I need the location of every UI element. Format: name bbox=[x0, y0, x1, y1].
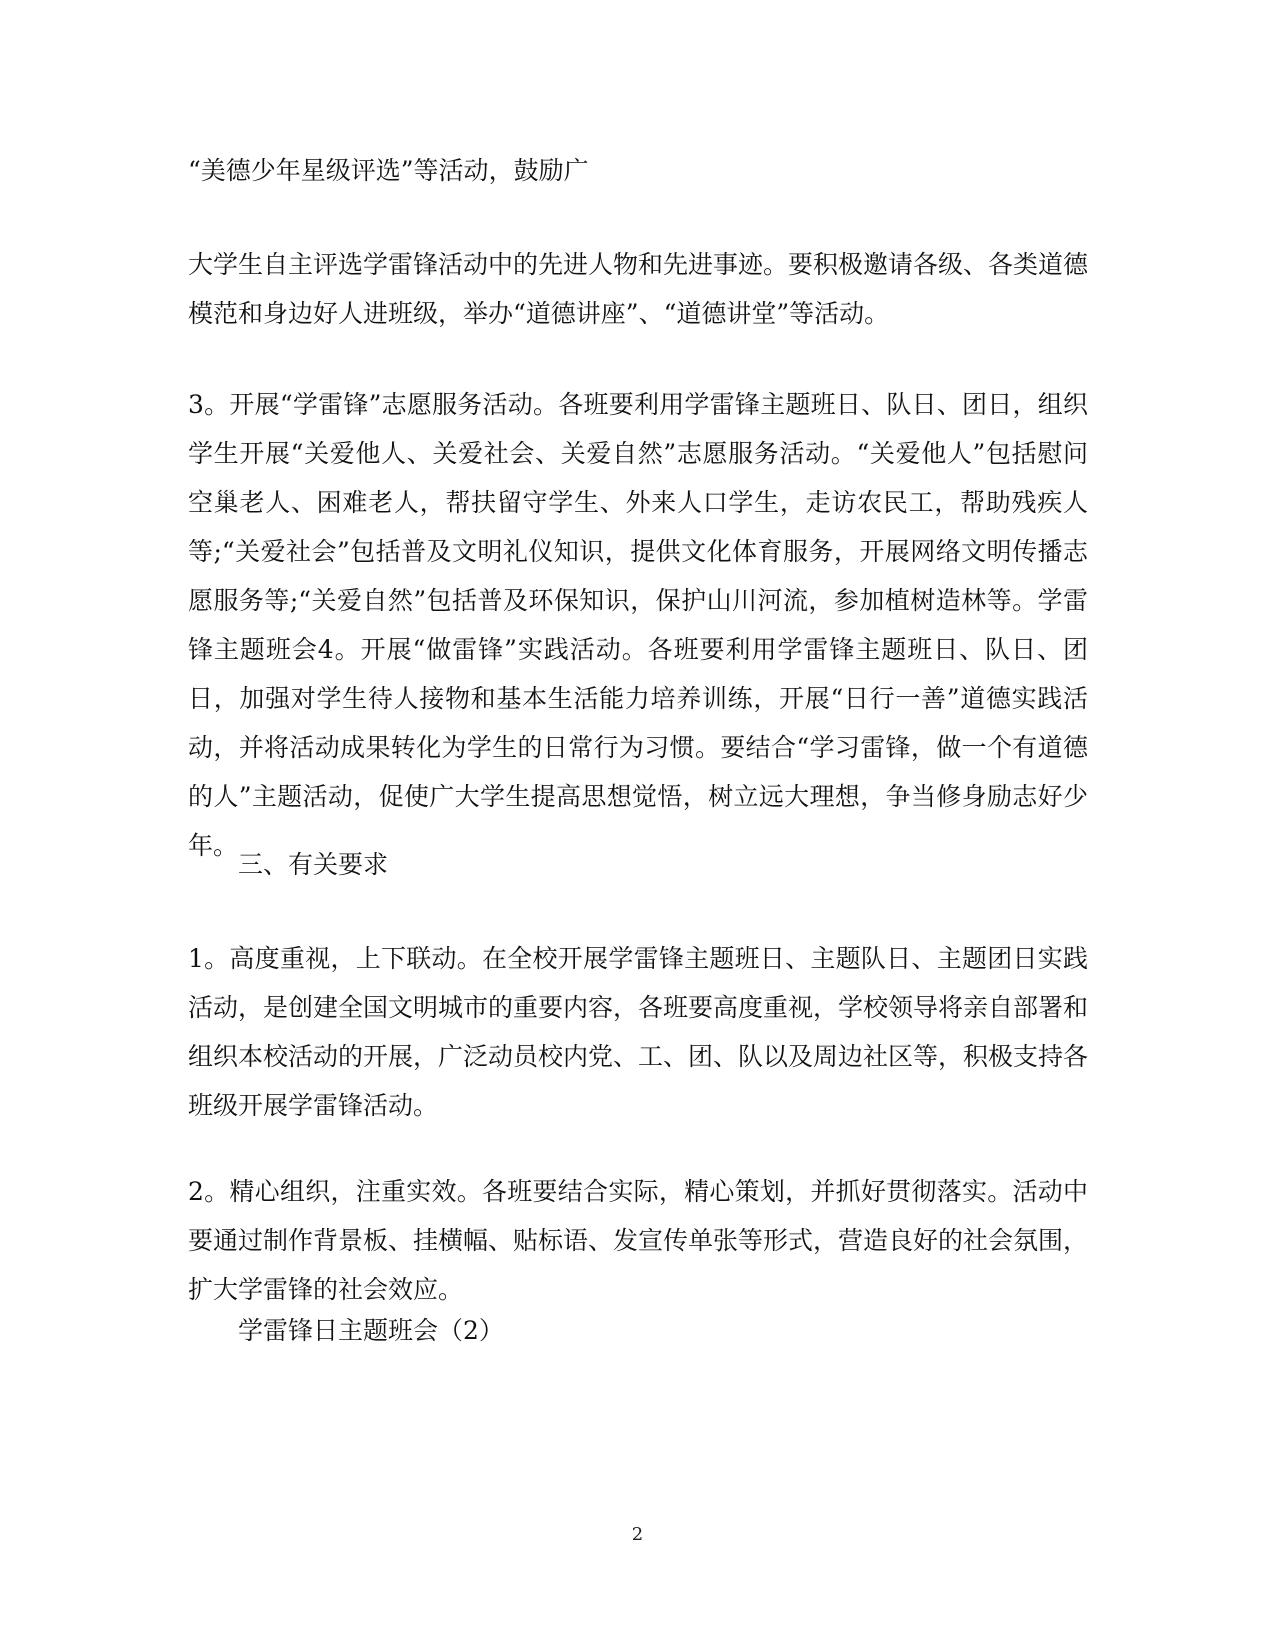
paragraph-requirement-2: 2。精心组织，注重实效。各班要结合实际，精心策划，并抓好贯彻落实。活动中要通过制作背景板、挂横幅、贴标语、发宣传单张等形式，营造良好的社会氛围，扩大学雷锋的社会效应。 bbox=[188, 1177, 1089, 1304]
paragraph-continuation: “美德少年星级评选”等活动，鼓励广 bbox=[188, 156, 589, 185]
paragraph-requirement-1: 1。高度重视，上下联动。在全校开展学雷锋主题班日、主题队日、主题团日实践活动，是创建全国文明城市的重要内容，各班要高度重视，学校领导将亲自部署和组织本校活动的开展，广泛动员校内党、工、团、队以及周边社区等，积极支持各班级开展学雷锋活动。 bbox=[188, 944, 1089, 1120]
paragraph-item-3: 3。开展“学雷锋”志愿服务活动。各班要利用学雷锋主题班日、队日、团日，组织学生开展“关爱他人、关爱社会、关爱自然”志愿服务活动。“关爱他人”包括慰问空巢老人、困难老人，帮扶留守学生、外来人口学生，走访农民工，帮助残疾人等;“关爱社会”包括普及文明礼仪知识，提供文化体育服务，开展网络文明传播志愿服务等;“关爱自然”包括普及环保知识，保护山川河流，参加植树造林等。学雷锋主题班会4。开展“做雷锋”实践活动。各班要利用学雷锋主题班日、队日、团日，加强对学生待人接物和基本生活能力培养训练，开展“日行一善”道德实践活动，并将活动成果转化为学生的日常行为习惯。要结合“学习雷锋，做一个有道德的人”主题活动，促使广大学生提高思想觉悟，树立远大理想，争当修身励志好少年。 bbox=[188, 390, 1088, 860]
page-number: 2 bbox=[631, 1524, 644, 1545]
paragraph-advanced-figures: 大学生自主评选学雷锋活动中的先进人物和先进事迹。要积极邀请各级、各类道德模范和身边好人进班级，举办“道德讲座”、“道德讲堂”等活动。 bbox=[188, 250, 1089, 328]
section-heading-requirements: 三、有关要求 bbox=[238, 850, 389, 879]
section-heading-class-meeting: 学雷锋日主题班会（2） bbox=[238, 1316, 504, 1345]
